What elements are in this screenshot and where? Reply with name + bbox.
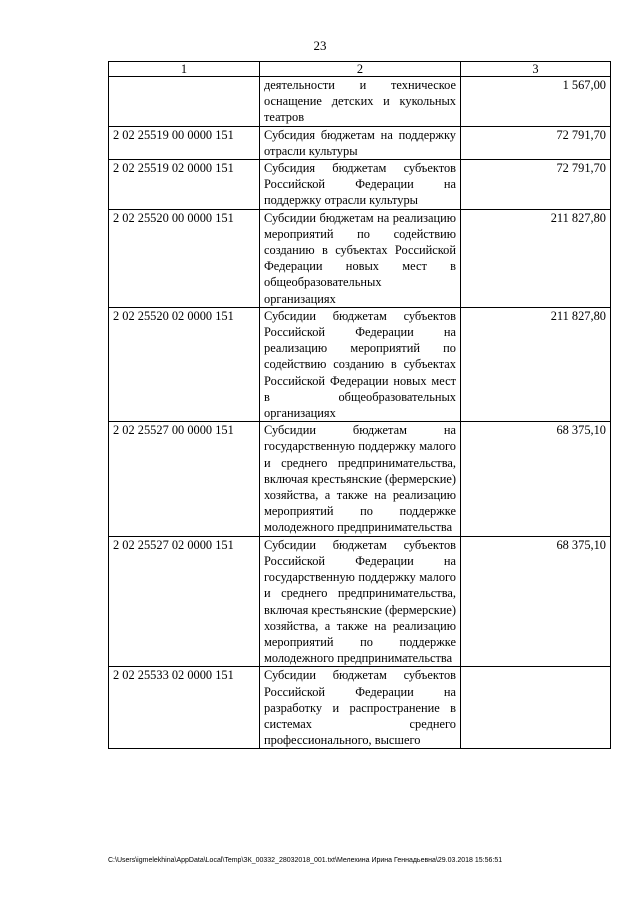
amount: 72 791,70 xyxy=(461,160,611,210)
budget-table xyxy=(108,61,611,749)
description: деятельности и техническое оснащение детских и кукольных театров xyxy=(260,77,461,127)
amount: 1 567,00 xyxy=(461,77,611,127)
table-row xyxy=(109,126,611,159)
amount: 72 791,70 xyxy=(461,126,611,159)
table-row xyxy=(109,209,611,307)
column-header-2: 2 xyxy=(260,62,461,77)
column-header-3: 3 xyxy=(461,62,611,77)
amount: 211 827,80 xyxy=(461,307,611,421)
amount: 211 827,80 xyxy=(461,209,611,307)
table-row xyxy=(109,77,611,127)
description: Субсидии бюджетам субъектов Российской Федерации на государственную поддержку малого и среднего предпринимательства, включая крестьянские (фермерские) хозяйства, а также на реализацию мероприятий по поддержке молодежного предпринимательства xyxy=(260,536,461,667)
description: Субсидии бюджетам на государственную поддержку малого и среднего предпринимательства, включая крестьянские (фермерские) хозяйства, а также на реализацию мероприятий по поддержке молодежного предпринимательства xyxy=(260,422,461,536)
table-header-row xyxy=(109,62,611,77)
budget-code: 2 02 25527 02 0000 151 xyxy=(109,536,260,667)
amount: 68 375,10 xyxy=(461,422,611,536)
page-number: 23 xyxy=(313,38,327,53)
budget-code: 2 02 25533 02 0000 151 xyxy=(109,667,260,749)
description: Субсидии бюджетам субъектов Российской Федерации на реализацию мероприятий по содействию созданию в субъектах Российской Федерации новых мест в общеобразовательных организациях xyxy=(260,307,461,421)
table-row xyxy=(109,536,611,667)
budget-code: 2 02 25520 02 0000 151 xyxy=(109,307,260,421)
description: Субсидия бюджетам субъектов Российской Федерации на поддержку отрасли культуры xyxy=(260,160,461,210)
budget-code: 2 02 25527 00 0000 151 xyxy=(109,422,260,536)
amount: 68 375,10 xyxy=(461,536,611,667)
table-row xyxy=(109,307,611,421)
description: Субсидии бюджетам субъектов Российской Федерации на разработку и распространение в системах среднего профессионального, высшего xyxy=(260,667,461,749)
budget-code: 2 02 25519 02 0000 151 xyxy=(109,160,260,210)
column-header-1: 1 xyxy=(109,62,260,77)
budget-code: 2 02 25520 00 0000 151 xyxy=(109,209,260,307)
description: Субсидии бюджетам на реализацию мероприятий по содействию созданию в субъектах Российской Федерации новых мест в общеобразовательных организациях xyxy=(260,209,461,307)
amount xyxy=(461,667,611,749)
description: Субсидия бюджетам на поддержку отрасли культуры xyxy=(260,126,461,159)
table-row xyxy=(109,422,611,536)
budget-code: 2 02 25519 00 0000 151 xyxy=(109,126,260,159)
table-row xyxy=(109,667,611,749)
budget-code xyxy=(109,77,260,127)
table-row xyxy=(109,160,611,210)
file-path-footer: C:\Users\igmelekhina\AppData\Local\Temp\ЗК_00332_28032018_001.txt\Мелехина Ирина Геннадьевна\29.03.2018 15:56:51 xyxy=(108,857,503,864)
